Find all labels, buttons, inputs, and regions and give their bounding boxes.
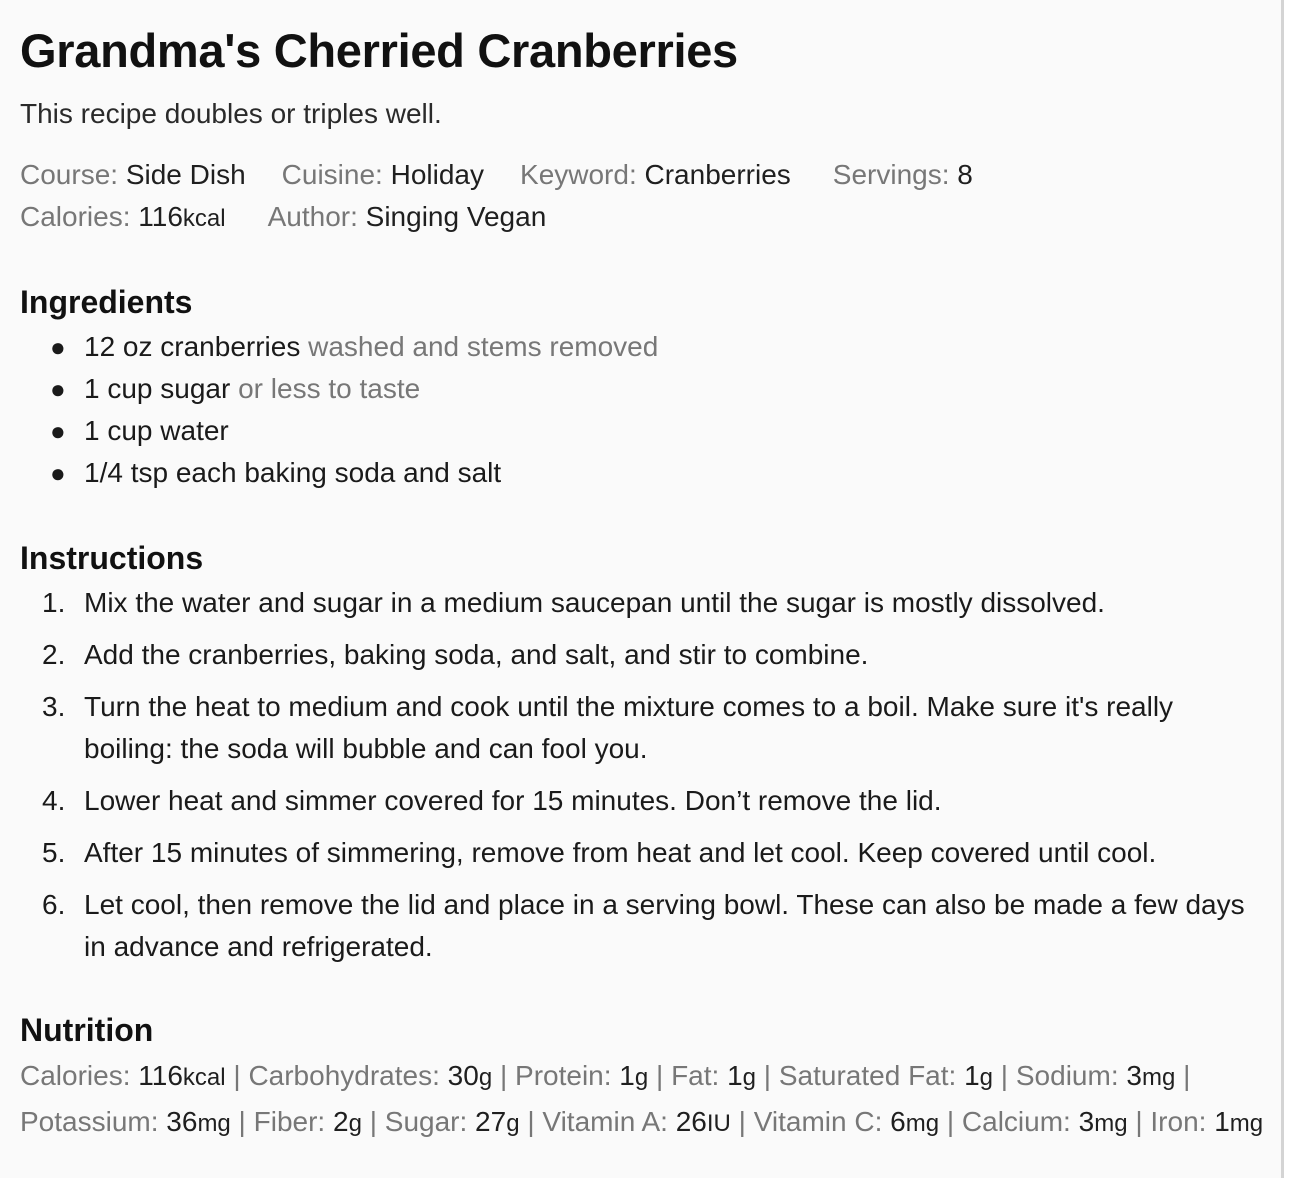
meta-calories-number: 116 [138, 201, 183, 232]
nutrition-item [254, 1106, 362, 1137]
nutrition-separator: | [939, 1106, 962, 1137]
ingredient-note: washed and stems removed [308, 331, 659, 362]
nutrition-item [754, 1106, 939, 1137]
ingredient-amount: 1 cup water [84, 415, 229, 446]
nutrition-value: 27 [475, 1106, 507, 1137]
nutrition-separator: | [1127, 1106, 1151, 1137]
nutrition-label: Fat: [671, 1060, 728, 1091]
ingredient-amount: 12 oz cranberries [84, 331, 301, 362]
bullet-dot: ● [50, 374, 66, 404]
nutrition-unit: g [979, 1064, 994, 1091]
meta-author-value: Singing Vegan [365, 201, 547, 232]
nutrition-value: 2 [332, 1106, 349, 1137]
nutrition-item [962, 1106, 1128, 1137]
step-number: 6. [42, 889, 66, 920]
meta-cuisine-label: Cuisine: [281, 159, 383, 190]
step-number: 1. [42, 587, 66, 618]
step-text: Lower heat and simmer covered for 15 minutes. Don’t remove the lid. [84, 785, 942, 816]
instruction-step [42, 686, 1264, 770]
nutrition-item [779, 1060, 993, 1091]
recipe-summary: This recipe doubles or triples well. [20, 98, 442, 129]
ingredient-amount: 1/4 tsp each baking soda and salt [84, 457, 502, 488]
meta-author-label: Author: [267, 201, 358, 232]
meta-servings [833, 154, 973, 196]
nutrition-separator: | [730, 1106, 754, 1137]
nutrition-label: Iron: [1150, 1106, 1215, 1137]
nutrition-unit: g [634, 1064, 649, 1091]
nutrition-value: 3 [1126, 1060, 1142, 1091]
nutrition-separator: | [361, 1106, 385, 1137]
meta-row-1 [20, 154, 1281, 196]
meta-cuisine [282, 154, 484, 196]
nutrition-unit: g [742, 1064, 757, 1091]
nutrition-value: 26 [675, 1106, 707, 1137]
nutrition-value: 36 [166, 1106, 198, 1137]
nutrition-separator: | [519, 1106, 543, 1137]
nutrition-separator: | [648, 1060, 672, 1091]
nutrition-separator: | [225, 1060, 249, 1091]
step-number: 2. [42, 639, 66, 670]
bullet-dot: ● [50, 416, 66, 446]
meta-servings-label: Servings: [832, 159, 950, 190]
instruction-step [42, 582, 1264, 624]
step-text: Mix the water and sugar in a medium saucepan until the sugar is mostly dissolved. [84, 587, 1105, 618]
ingredient-amount: 1 cup sugar [84, 373, 231, 404]
meta-course-label: Course: [20, 159, 119, 190]
nutrition-unit: mg [1229, 1110, 1264, 1137]
nutrition-unit: kcal [182, 1064, 226, 1091]
meta-calories-unit: kcal [182, 205, 226, 232]
meta-calories-label: Calories: [20, 201, 131, 232]
nutrition-label: Sodium: [1015, 1060, 1127, 1091]
instruction-step [42, 780, 1264, 822]
nutrition-label: Saturated Fat: [778, 1060, 965, 1091]
meta-course [20, 154, 246, 196]
nutrition-unit: g [506, 1110, 520, 1137]
nutrition-label: Sugar: [384, 1106, 476, 1137]
nutrition-separator: | [1175, 1060, 1191, 1091]
ingredients-list [20, 326, 1281, 494]
nutrition-unit: g [348, 1110, 362, 1137]
nutrition-separator: | [993, 1060, 1016, 1091]
list-item [50, 368, 1281, 410]
nutrition-label: Protein: [515, 1060, 620, 1091]
meta-servings-value: 8 [957, 159, 973, 190]
nutrition-item [20, 1060, 226, 1091]
meta-course-value: Side Dish [125, 159, 246, 190]
nutrition-separator: | [492, 1060, 516, 1091]
instructions-heading: Instructions [20, 540, 204, 576]
nutrition-unit: mg [197, 1110, 231, 1137]
nutrition-item [515, 1060, 648, 1091]
instruction-step [42, 884, 1264, 968]
meta-keyword-value: Cranberries [644, 159, 791, 190]
meta-row-2 [20, 196, 1281, 240]
nutrition-value: 6 [890, 1106, 906, 1137]
nutrition-item [20, 1106, 231, 1137]
nutrition-label: Vitamin C: [753, 1106, 891, 1137]
nutrition-facts [20, 1054, 1280, 1146]
step-text: Let cool, then remove the lid and place in a serving bowl. These can also be made a few days in advance and refrigerated. [84, 889, 1245, 962]
nutrition-unit: mg [1094, 1110, 1128, 1137]
nutrition-unit: IU [706, 1110, 731, 1137]
instructions-list [20, 582, 1264, 968]
nutrition-label: Fiber: [253, 1106, 333, 1137]
instruction-step [42, 832, 1264, 874]
bullet-dot: ● [50, 458, 66, 488]
nutrition-item [1150, 1106, 1263, 1137]
ingredient-note: or less to taste [238, 373, 421, 404]
nutrition-label: Calories: [20, 1060, 139, 1091]
nutrition-item [248, 1060, 492, 1091]
nutrition-item [385, 1106, 520, 1137]
nutrition-item [671, 1060, 756, 1091]
nutrition-unit: mg [1141, 1064, 1176, 1091]
meta-cuisine-value: Holiday [390, 159, 485, 190]
step-text: After 15 minutes of simmering, remove from heat and let cool. Keep covered until cool. [84, 837, 1157, 868]
nutrition-value: 1 [727, 1060, 743, 1091]
bullet-dot: ● [50, 332, 66, 362]
list-item [50, 410, 1281, 452]
nutrition-label: Calcium: [961, 1106, 1079, 1137]
recipe-title: Grandma's Cherried Cranberries [20, 24, 738, 77]
nutrition-unit: g [478, 1064, 493, 1091]
list-item [50, 452, 1281, 494]
instruction-step [42, 634, 1264, 676]
step-text: Add the cranberries, baking soda, and salt, and stir to combine. [84, 639, 869, 670]
meta-author [268, 196, 547, 238]
meta-keyword-label: Keyword: [520, 159, 637, 190]
nutrition-separator: | [230, 1106, 254, 1137]
ingredients-heading: Ingredients [20, 284, 193, 320]
step-number: 3. [42, 691, 66, 722]
nutrition-value: 116 [138, 1060, 183, 1091]
nutrition-value: 3 [1078, 1106, 1095, 1137]
nutrition-label: Vitamin A: [542, 1106, 676, 1137]
meta-calories [20, 196, 226, 240]
list-item [50, 326, 1281, 368]
step-number: 4. [42, 785, 66, 816]
nutrition-value: 30 [447, 1060, 479, 1091]
meta-keyword [520, 154, 791, 196]
meta-calories-value [138, 201, 225, 232]
nutrition-separator: | [756, 1060, 779, 1091]
nutrition-item [542, 1106, 730, 1137]
nutrition-value: 1 [619, 1060, 635, 1091]
nutrition-item [1016, 1060, 1175, 1091]
nutrition-heading: Nutrition [20, 1012, 154, 1048]
nutrition-value: 1 [1214, 1106, 1230, 1137]
nutrition-label: Potassium: [20, 1106, 167, 1137]
step-text: Turn the heat to medium and cook until the mixture comes to a boil. Make sure it's really boiling: the soda will bubble and can fool you. [84, 691, 1174, 764]
nutrition-unit: mg [905, 1110, 940, 1137]
nutrition-value: 1 [964, 1060, 980, 1091]
nutrition-label: Carbohydrates: [248, 1060, 448, 1091]
recipe-meta [20, 154, 1281, 240]
step-number: 5. [42, 837, 66, 868]
